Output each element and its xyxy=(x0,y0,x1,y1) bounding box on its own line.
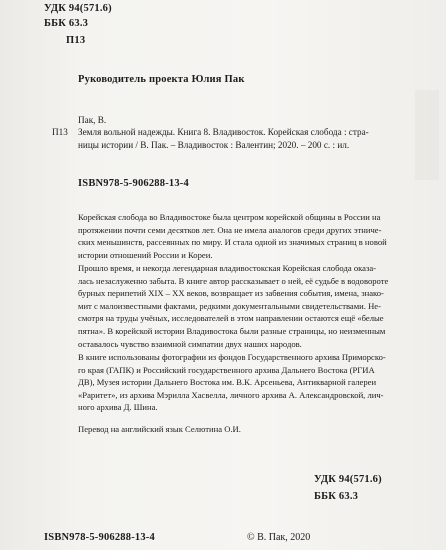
translator-note xyxy=(78,423,408,436)
show-through-shadow xyxy=(415,90,439,180)
abstract-line: оставалось чувство взаимной симпатии двух наших народов. xyxy=(78,338,302,349)
author-name: Пак, В. xyxy=(78,115,107,125)
abstract-line: смотря на труды учёных, исследователей в этом направлении остаются ещё «белые xyxy=(78,313,384,324)
copyright: © В. Пак, 2020 xyxy=(247,532,311,543)
bibliographic-line-1: Земля вольной надежды. Книга 8. Владивосток. Корейская слобода : стра- xyxy=(78,127,369,137)
isbn-top: ISBN978-5-906288-13-4 xyxy=(78,178,189,189)
abstract-line: лась незаслуженно забыта. В книге автор рассказывает о ней, её судьбе в водовороте xyxy=(78,275,389,286)
abstract-line: ного архива Д. Шина. xyxy=(78,402,158,413)
abstract-line: протяжении почти семи десятков лет. Она не имела аналогов среди других этниче- xyxy=(78,224,382,235)
index-code: П13 xyxy=(52,127,68,137)
abstract-line: мит с малоизвестными фактами, редкими документальными свидетельствами. Не- xyxy=(78,300,381,311)
abstract-line: «Раритет», из архива Мэрилла Хасвелла, личного архива А. Александровской, лич- xyxy=(78,389,384,400)
abstract-line: истории отношений России и Кореи. xyxy=(78,249,213,260)
project-head: Руководитель проекта Юлия Пак xyxy=(78,74,245,85)
abstract-line: пятна». В корейской истории Владивостока были разные страницы, но неизменным xyxy=(78,325,386,336)
translator-line: Перевод на английский язык Селютина О.И. xyxy=(78,424,241,434)
isbn-bottom: ISBN978-5-906288-13-4 xyxy=(44,532,155,543)
abstract-line: ДВ), Музея истории Дальнего Востока им. В.К. Арсеньева, Антикварной галереи xyxy=(78,377,377,388)
code-top: П13 xyxy=(66,35,86,46)
abstract-line: Прошло время, и некогда легендарная владивостокская Корейская слобода оказа- xyxy=(78,263,377,273)
abstract-paragraph-3 xyxy=(78,351,408,414)
bbk-top: ББК 63.3 xyxy=(44,18,89,29)
udk-top: УДК 94(571.6) xyxy=(44,3,112,14)
abstract-line: бурных перипетий XIX – XX веков, возвращает из забвения события, имена, знако- xyxy=(78,288,384,299)
bibliographic-line-2: ницы истории / В. Пак. – Владивосток : Валентин; 2020. – 200 с. : ил. xyxy=(78,140,350,150)
udk-bottom: УДК 94(571.6) xyxy=(314,474,382,485)
abstract-paragraph-2 xyxy=(78,262,408,350)
abstract-paragraph-1 xyxy=(78,211,408,261)
abstract-line: В книге использованы фотографии из фондов Государственного архива Приморско- xyxy=(78,352,386,362)
bbk-bottom: ББК 63.3 xyxy=(314,491,359,502)
abstract-line: го края (ГАПК) и Российский государственного архива Дальнего Востока (РГИА xyxy=(78,364,375,375)
abstract-line: ских меньшинств, рассеянных по миру. И стала одной из значимых страниц в новой xyxy=(78,237,387,248)
abstract-line: Корейская слобода во Владивостоке была центром корейской общины в России на xyxy=(78,212,381,222)
